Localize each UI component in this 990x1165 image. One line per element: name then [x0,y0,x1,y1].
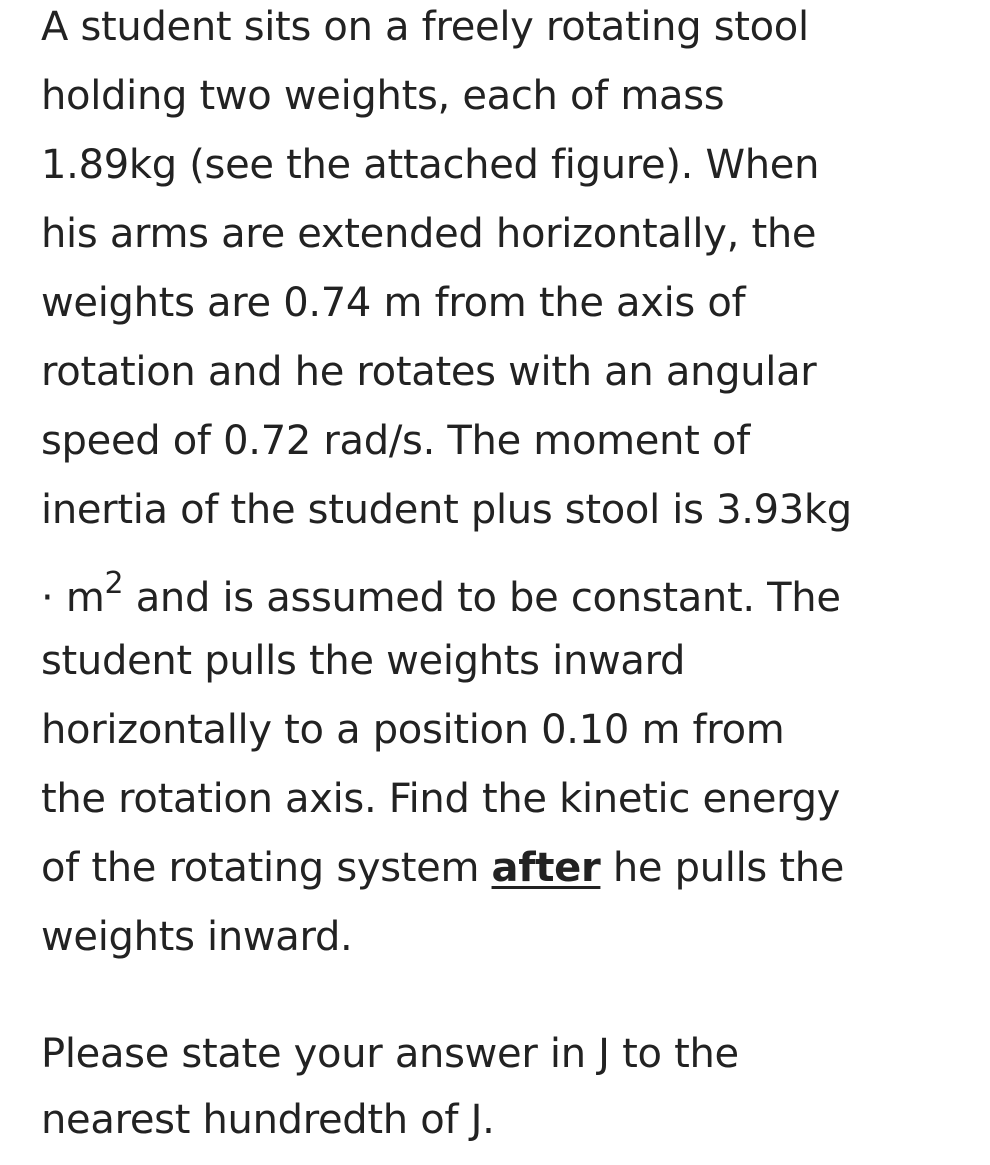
question-line: 1.89kg (see the attached figure). When [41,142,820,188]
unit-line [41,552,941,634]
question-line: horizontally to a position 0.10 m from [41,707,785,753]
unit-exponent: 2 [104,565,124,601]
question-line: inertia of the student plus stool is 3.93kg [41,487,852,533]
question-line: A student sits on a freely rotating stool [41,4,809,50]
unit-prefix: · m [41,575,105,621]
instruction-line: Please state your answer in J to the [41,1031,739,1077]
question-line: student pulls the weights inward [41,638,686,684]
instruction-line: nearest hundredth of J. [41,1097,495,1143]
question-line: weights inward. [41,914,353,960]
emphasis-word: after [491,845,601,891]
question-line: speed of 0.72 rad/s. The moment of [41,418,750,464]
question-text [41,0,941,1165]
question-line: his arms are extended horizontally, the [41,211,817,257]
emphasis-suffix: he pulls the [600,845,845,891]
question-line: rotation and he rotates with an angular [41,349,817,395]
emphasis-line [41,841,941,910]
question-line: weights are 0.74 m from the axis of [41,280,746,326]
question-line: holding two weights, each of mass [41,73,725,119]
unit-suffix: and is assumed to be constant. The [123,575,841,621]
question-line: the rotation axis. Find the kinetic energy [41,776,841,822]
emphasis-prefix: of the rotating system [41,845,492,891]
